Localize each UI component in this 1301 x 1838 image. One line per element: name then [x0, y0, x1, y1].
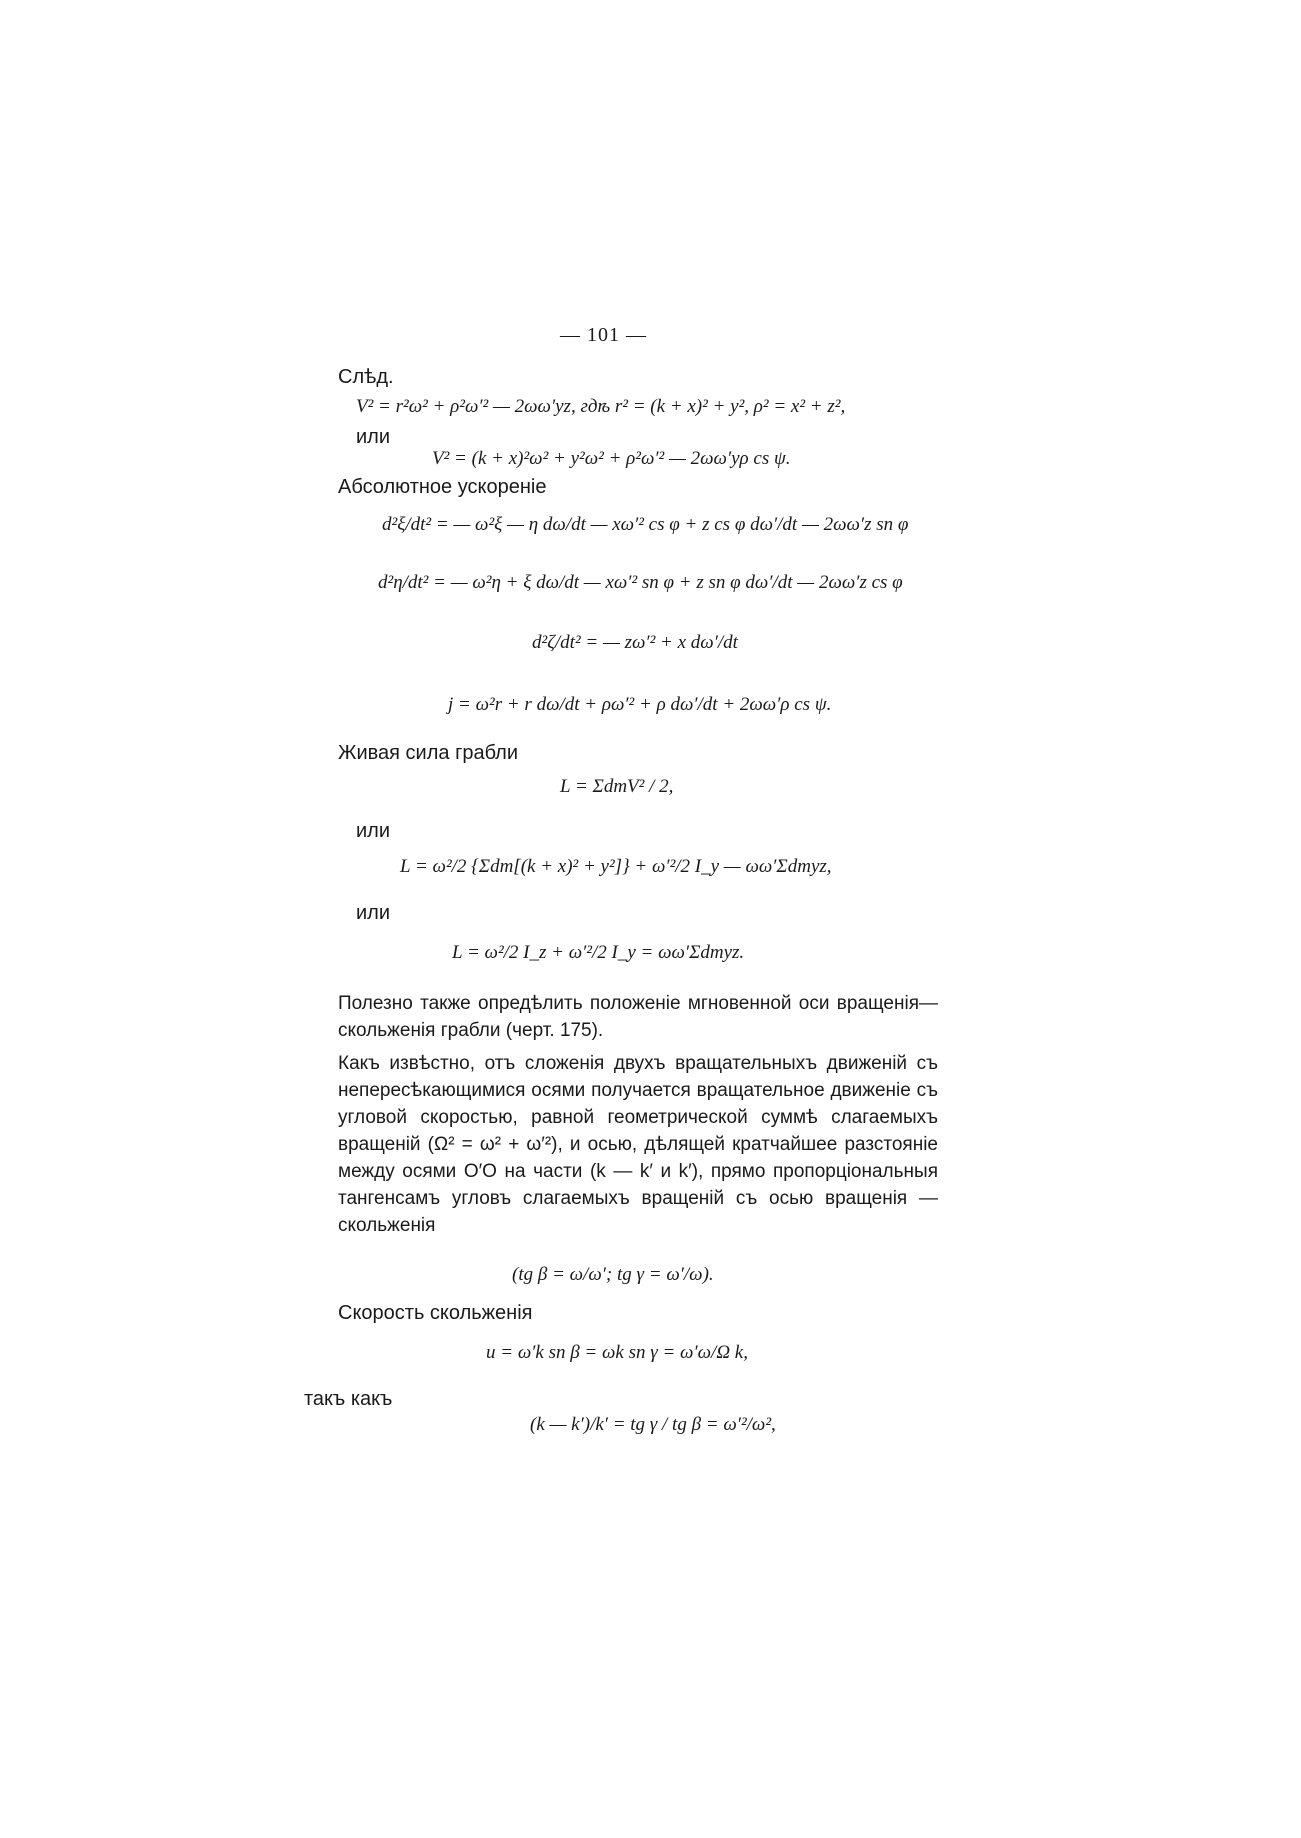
- text-line-ili-2: или: [356, 820, 391, 842]
- text-line-ili-1: или: [356, 426, 391, 448]
- text-line-tak-kak: такъ какъ: [304, 1388, 393, 1410]
- formula-L-final: L = ω²/2 I_z + ω′²/2 I_y = ωω′Σdmyz.: [452, 942, 745, 963]
- formula-acc-eta: d²η/dt² = — ω²η + ξ dω/dt — xω′² sn φ + z sn φ dω′/dt — 2ωω′z cs φ: [378, 572, 903, 593]
- formula-ratio: (k — k′)/k′ = tg γ / tg β = ω′²/ω²,: [530, 1414, 776, 1435]
- formula-u: u = ω′k sn β = ωk sn γ = ω′ω/Ω k,: [486, 1342, 748, 1363]
- text-line-sled: Слѣд.: [338, 366, 394, 388]
- text-line-sliding-speed: Скорость скольженія: [338, 1302, 533, 1324]
- text-line-kinetic-energy: Живая сила грабли: [338, 742, 519, 764]
- formula-v2: V² = r²ω² + ρ²ω′² — 2ωω′yz, гдѣ r² = (k + x)² + y², ρ² = x² + z²,: [356, 396, 846, 417]
- page-number: — 101 —: [560, 324, 647, 346]
- text-line-absolute-acceleration: Абсолютное ускореніе: [338, 476, 547, 498]
- paragraph-instant-axis: [338, 990, 938, 1044]
- paragraph-instant-axis-text: Полезно также опредѣлить положеніе мгновенной оси вращенія—скольженія грабли (черт. 175).: [338, 993, 938, 1041]
- formula-L-expanded: L = ω²/2 {Σdm[(k + x)² + y²]} + ω′²/2 I_y — ωω′Σdmyz,: [400, 856, 832, 877]
- text-line-ili-3: или: [356, 902, 391, 924]
- paragraph-rotation-composition: [338, 1050, 938, 1239]
- paragraph-rotation-composition-text: Какъ извѣстно, отъ сложенія двухъ вращательныхъ движеній съ непересѣкающимися осями получается вращательное движеніе съ угловой скоростью, равной геометрической суммѣ слагаемыхъ вращеній (Ω² = ω² + ω′²), и осью, дѣлящей кратчайшее разстояніе между осями O′O на части (k — k′ и k′), прямо пропорціональныя тангенсамъ угловъ слагаемыхъ вращеній съ осью вращенія — скольженія: [338, 1053, 938, 1236]
- formula-j: j = ω²r + r dω/dt + ρω′² + ρ dω′/dt + 2ωω′ρ cs ψ.: [448, 694, 832, 715]
- formula-v2-expanded: V² = (k + x)²ω² + y²ω² + ρ²ω′² — 2ωω′yρ cs ψ.: [432, 448, 791, 469]
- formula-L-definition: L = ΣdmV² / 2,: [560, 776, 674, 797]
- formula-acc-xi: d²ξ/dt² = — ω²ξ — η dω/dt — xω′² cs φ + z cs φ dω′/dt — 2ωω′z sn φ: [382, 514, 909, 535]
- formula-tangents: (tg β = ω/ω′; tg γ = ω′/ω).: [512, 1264, 714, 1285]
- formula-acc-zeta: d²ζ/dt² = — zω′² + x dω′/dt: [532, 632, 738, 653]
